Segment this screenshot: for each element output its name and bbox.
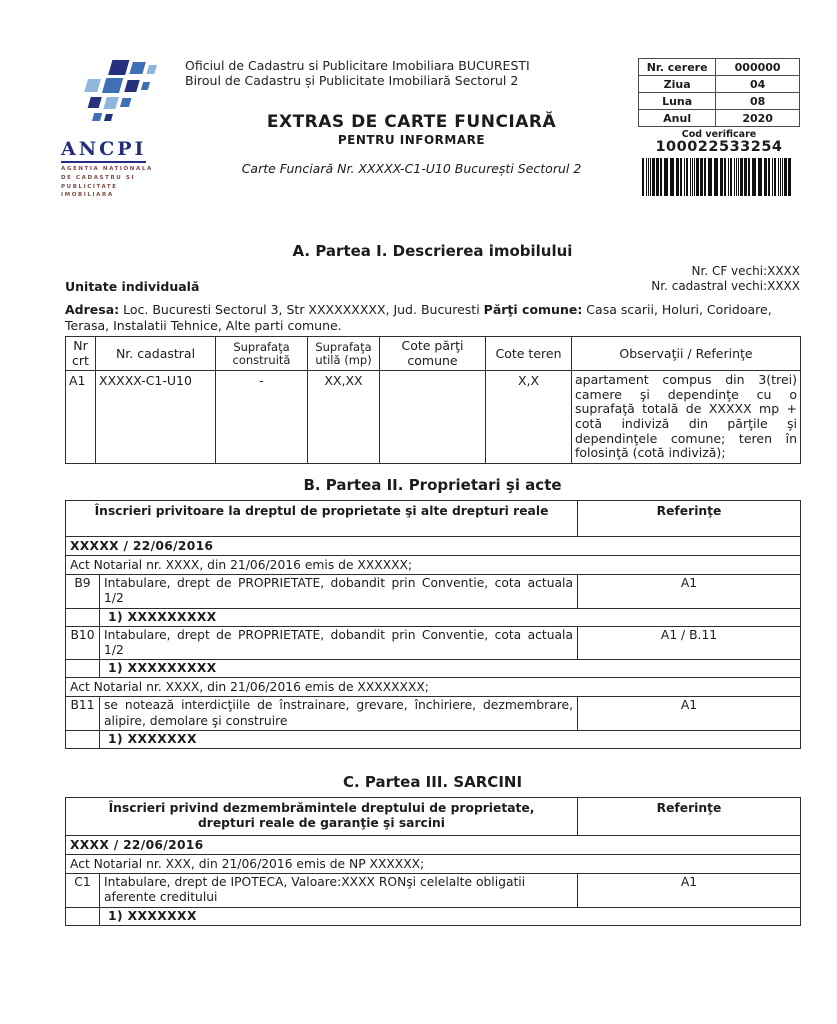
col-observatii: Observaţii / Referinţe [572,337,801,371]
col-inscrieri: Înscrieri privind dezmembrămintele dreptului de proprietate, drepturi reale de garanţie şi sarcini [66,798,578,836]
case-number-row [66,835,801,854]
owners-table [65,500,801,749]
col-cadastral: Nr. cadastral [96,337,216,371]
cod-verificare-value: 100022533254 [655,139,783,155]
col-cote-parti: Cote părţi comune [380,337,486,371]
act-notarial: Act Notarial nr. XXXX, din 21/06/2016 emis de XXXXXX; [66,555,801,574]
entry-note: 1) XXXXXXX [100,907,801,925]
section-a-heading: A. Partea I. Descrierea imobilului [292,242,573,261]
barcode [638,158,800,200]
office-line-2: Biroul de Cadastru și Publicitate Imobiliară Sectorul 2 [185,73,519,88]
parts-text: Casa scarii, Holuri, Coridoare, Terasa, Instalatii Tehnice, Alte parti comune. [65,302,772,333]
table-row [639,110,800,127]
col-cote-teren: Cote teren [486,337,572,371]
entry-text: se notează interdicţiile de înstrainare, grevare, închiriere, dezmembrare, alipire, demolare şi construire [100,697,578,731]
entry-text: Intabulare, drept de IPOTECA, Valoare:XXXX RONşi celelalte obligatii aferente creditului [100,873,578,907]
entry-id: B11 [66,697,100,731]
entry-id: C1 [66,873,100,907]
entry-row [66,626,801,660]
act-notarial: Act Notarial nr. XXX, din 21/06/2016 emis de NP XXXXXX; [66,854,801,873]
col-suprafata-utila: Suprafaţa utilă (mp) [308,337,380,371]
cell-cadastral: XXXXX-C1-U10 [96,371,216,464]
table-header-row [66,337,801,371]
address-text: Loc. Bucuresti Sectorul 3, Str XXXXXXXXX, Jud. Bucuresti [119,302,484,318]
cell-observatii: apartament compus din 3(trei) camere şi dependinţe cu o suprafaţă totală de XXXXX mp + cotă indiviză din părţile şi dependinţele comune; teren în folosinţă (cotă indiviză); [572,371,801,464]
table-header-row [66,500,801,536]
cf-vechi: Nr. CF vechi:XXXX [691,264,800,279]
header-center [173,58,638,176]
entry-note: 1) XXXXXXXXX [100,660,801,678]
col-nr-crt: Nr crt [66,337,96,371]
req-value: 2020 [716,110,800,127]
table-row [639,76,800,93]
ancpi-wordmark: ANCPI [61,140,146,163]
cell-nr: A1 [66,371,96,464]
address-paragraph [65,302,800,333]
col-referinte: Referinţe [578,500,801,536]
cell-cote-teren: X,X [486,371,572,464]
entry-note-row [66,731,801,749]
ancpi-mosaic-icon [67,58,167,140]
entry-note-row [66,660,801,678]
req-label: Luna [639,93,716,110]
req-value: 08 [716,93,800,110]
entry-row [66,697,801,731]
entry-note: 1) XXXXXXXXX [100,608,801,626]
table-header-row [66,798,801,836]
property-table [65,336,801,464]
entry-note-row [66,907,801,925]
act-row [66,854,801,873]
sarcini-table [65,797,801,925]
act-row [66,555,801,574]
entry-ref: A1 [578,873,801,907]
table-row [639,59,800,76]
ancpi-subtitle: AGENTIA NATIONALA DE CADASTRU SI PUBLICITATE IMOBILIARA [61,166,153,199]
cell-cote-parti [380,371,486,464]
address-label: Adresa: [65,302,120,318]
entry-text: Intabulare, drept de PROPRIETATE, dobandit prin Conventie, cota actuala 1/2 [100,574,578,608]
entry-row [66,873,801,907]
entry-note: 1) XXXXXXX [100,731,801,749]
cell-suprafata-utila: XX,XX [308,371,380,464]
col-suprafata-construita: Suprafaţa construită [216,337,308,371]
table-row [66,371,801,464]
office-line-1: Oficiul de Cadastru si Publicitare Imobiliara BUCURESTI [185,58,530,73]
cell-suprafata-construita: - [216,371,308,464]
act-notarial: Act Notarial nr. XXXX, din 21/06/2016 emis de XXXXXXXX; [66,678,801,697]
entry-id: B10 [66,626,100,660]
section-c-heading: C. Partea III. SARCINI [342,773,523,792]
ancpi-logo [61,58,173,200]
req-label: Ziua [639,76,716,93]
entry-note-row [66,608,801,626]
document-title: EXTRAS DE CARTE FUNCIARĂ [266,112,557,132]
parts-label: Părţi comune: [483,302,583,318]
document-header [61,58,800,200]
col-inscrieri: Înscrieri privitoare la dreptul de proprietate şi alte drepturi reale [66,500,578,536]
req-label: Anul [639,110,716,127]
case-number: XXXXX / 22/06/2016 [66,536,801,555]
entry-ref: A1 / B.11 [578,626,801,660]
section-b-heading: B. Partea II. Proprietari şi acte [303,475,562,494]
act-row [66,678,801,697]
entry-id: B9 [66,574,100,608]
request-info-box [638,58,800,200]
entry-row [66,574,801,608]
cadastral-vechi: Nr. cadastral vechi:XXXX [651,279,800,294]
req-label: Nr. cerere [639,59,716,76]
req-value: 000000 [716,59,800,76]
case-number-row [66,536,801,555]
unitate-individuala-label: Unitate individuală [65,279,200,295]
entry-ref: A1 [578,574,801,608]
document-subtitle: PENTRU INFORMARE [337,133,486,147]
entry-text: Intabulare, drept de PROPRIETATE, dobandit prin Conventie, cota actuala 1/2 [100,626,578,660]
col-referinte: Referinţe [578,798,801,836]
entry-ref: A1 [578,697,801,731]
cod-verificare-label: Cod verificare [681,129,757,140]
carte-funciara-number: Carte Funciară Nr. XXXXX-C1-U10 București Sectorul 2 [241,161,582,176]
case-number: XXXX / 22/06/2016 [66,835,801,854]
table-row [639,93,800,110]
req-value: 04 [716,76,800,93]
